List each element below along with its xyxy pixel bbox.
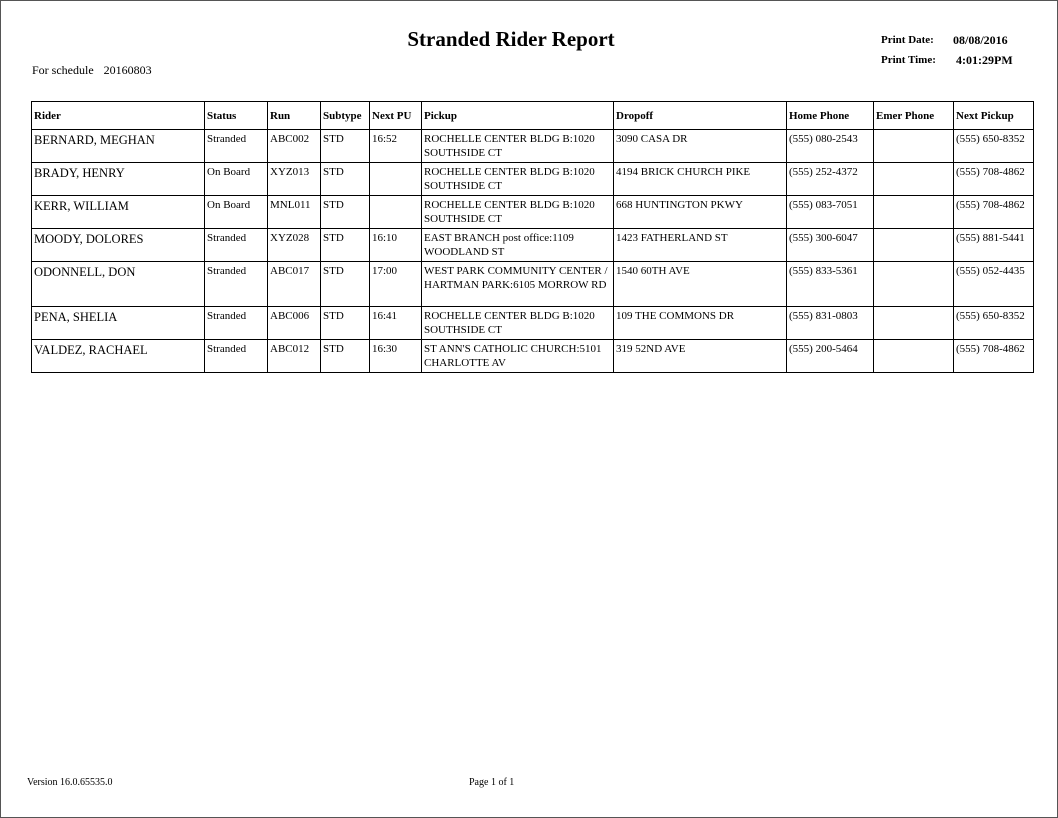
schedule-label: For schedule — [32, 63, 94, 77]
cell-emer-phone — [874, 130, 954, 163]
column-header-subtype: Subtype — [321, 102, 370, 130]
cell-status: Stranded — [205, 130, 268, 163]
cell-run: ABC012 — [268, 340, 321, 373]
table-row — [32, 340, 1034, 373]
cell-status: On Board — [205, 163, 268, 196]
print-time-label: Print Time: — [881, 54, 936, 66]
cell-subtype: STD — [321, 307, 370, 340]
cell-emer-phone — [874, 229, 954, 262]
cell-run: XYZ028 — [268, 229, 321, 262]
cell-next-pickup: (555) 650-8352 — [954, 130, 1034, 163]
cell-home-phone: (555) 083-7051 — [787, 196, 874, 229]
cell-emer-phone — [874, 307, 954, 340]
cell-rider: KERR, WILLIAM — [32, 196, 205, 229]
cell-next-pickup: (555) 708-4862 — [954, 340, 1034, 373]
cell-emer-phone — [874, 163, 954, 196]
cell-home-phone: (555) 252-4372 — [787, 163, 874, 196]
cell-subtype: STD — [321, 130, 370, 163]
cell-home-phone: (555) 080-2543 — [787, 130, 874, 163]
cell-dropoff: 3090 CASA DR — [614, 130, 787, 163]
cell-dropoff: 319 52ND AVE — [614, 340, 787, 373]
cell-rider: MOODY, DOLORES — [32, 229, 205, 262]
cell-rider: ODONNELL, DON — [32, 262, 205, 307]
table-row — [32, 307, 1034, 340]
cell-rider: BERNARD, MEGHAN — [32, 130, 205, 163]
cell-rider: VALDEZ, RACHAEL — [32, 340, 205, 373]
cell-next-pu — [370, 196, 422, 229]
cell-rider: BRADY, HENRY — [32, 163, 205, 196]
cell-home-phone: (555) 300-6047 — [787, 229, 874, 262]
cell-emer-phone — [874, 196, 954, 229]
page-number: Page 1 of 1 — [469, 777, 515, 788]
cell-next-pu: 16:10 — [370, 229, 422, 262]
cell-next-pu: 16:30 — [370, 340, 422, 373]
cell-subtype: STD — [321, 229, 370, 262]
column-header-next-pickup: Next Pickup — [954, 102, 1034, 130]
cell-home-phone: (555) 831-0803 — [787, 307, 874, 340]
table-row — [32, 130, 1034, 163]
cell-status: Stranded — [205, 307, 268, 340]
table-header — [32, 102, 1034, 130]
cell-pickup: EAST BRANCH post office:1109 WOODLAND ST — [422, 229, 614, 262]
print-time: 4:01:29PM — [956, 53, 1013, 67]
table-row — [32, 163, 1034, 196]
column-header-home-phone: Home Phone — [787, 102, 874, 130]
cell-dropoff: 1540 60TH AVE — [614, 262, 787, 307]
cell-next-pickup: (555) 881-5441 — [954, 229, 1034, 262]
schedule-value: 20160803 — [103, 63, 152, 77]
cell-next-pickup: (555) 708-4862 — [954, 196, 1034, 229]
cell-dropoff: 1423 FATHERLAND ST — [614, 229, 787, 262]
report-title: Stranded Rider Report — [407, 27, 615, 51]
print-date: 08/08/2016 — [953, 33, 1008, 47]
column-header-rider: Rider — [32, 102, 205, 130]
cell-subtype: STD — [321, 163, 370, 196]
schedule-info — [32, 63, 152, 78]
table-row — [32, 196, 1034, 229]
cell-status: Stranded — [205, 262, 268, 307]
cell-home-phone: (555) 200-5464 — [787, 340, 874, 373]
cell-dropoff: 668 HUNTINGTON PKWY — [614, 196, 787, 229]
cell-rider: PENA, SHELIA — [32, 307, 205, 340]
cell-next-pu: 17:00 — [370, 262, 422, 307]
cell-run: MNL011 — [268, 196, 321, 229]
cell-dropoff: 4194 BRICK CHURCH PIKE — [614, 163, 787, 196]
cell-pickup: ROCHELLE CENTER BLDG B:1020 SOUTHSIDE CT — [422, 163, 614, 196]
cell-pickup: ROCHELLE CENTER BLDG B:1020 SOUTHSIDE CT — [422, 130, 614, 163]
cell-next-pickup: (555) 708-4862 — [954, 163, 1034, 196]
cell-pickup: ROCHELLE CENTER BLDG B:1020 SOUTHSIDE CT — [422, 307, 614, 340]
cell-run: ABC017 — [268, 262, 321, 307]
cell-run: ABC006 — [268, 307, 321, 340]
table-row — [32, 229, 1034, 262]
cell-status: Stranded — [205, 340, 268, 373]
cell-status: On Board — [205, 196, 268, 229]
cell-subtype: STD — [321, 262, 370, 307]
cell-emer-phone — [874, 262, 954, 307]
column-header-status: Status — [205, 102, 268, 130]
cell-run: XYZ013 — [268, 163, 321, 196]
cell-next-pickup: (555) 650-8352 — [954, 307, 1034, 340]
column-header-pickup: Pickup — [422, 102, 614, 130]
cell-next-pu — [370, 163, 422, 196]
version-text: Version 16.0.65535.0 — [27, 777, 113, 788]
cell-pickup: ROCHELLE CENTER BLDG B:1020 SOUTHSIDE CT — [422, 196, 614, 229]
cell-status: Stranded — [205, 229, 268, 262]
column-header-emer-phone: Emer Phone — [874, 102, 954, 130]
cell-pickup: WEST PARK COMMUNITY CENTER / HARTMAN PARK:6105 MORROW RD — [422, 262, 614, 307]
column-header-next-pu: Next PU — [370, 102, 422, 130]
cell-run: ABC002 — [268, 130, 321, 163]
rider-table — [31, 101, 1034, 373]
cell-emer-phone — [874, 340, 954, 373]
column-header-dropoff: Dropoff — [614, 102, 787, 130]
cell-subtype: STD — [321, 340, 370, 373]
column-header-run: Run — [268, 102, 321, 130]
cell-home-phone: (555) 833-5361 — [787, 262, 874, 307]
cell-next-pickup: (555) 052-4435 — [954, 262, 1034, 307]
cell-dropoff: 109 THE COMMONS DR — [614, 307, 787, 340]
print-date-label: Print Date: — [881, 34, 934, 46]
cell-subtype: STD — [321, 196, 370, 229]
table-row — [32, 262, 1034, 307]
cell-next-pu: 16:52 — [370, 130, 422, 163]
cell-pickup: ST ANN'S CATHOLIC CHURCH:5101 CHARLOTTE AV — [422, 340, 614, 373]
cell-next-pu: 16:41 — [370, 307, 422, 340]
